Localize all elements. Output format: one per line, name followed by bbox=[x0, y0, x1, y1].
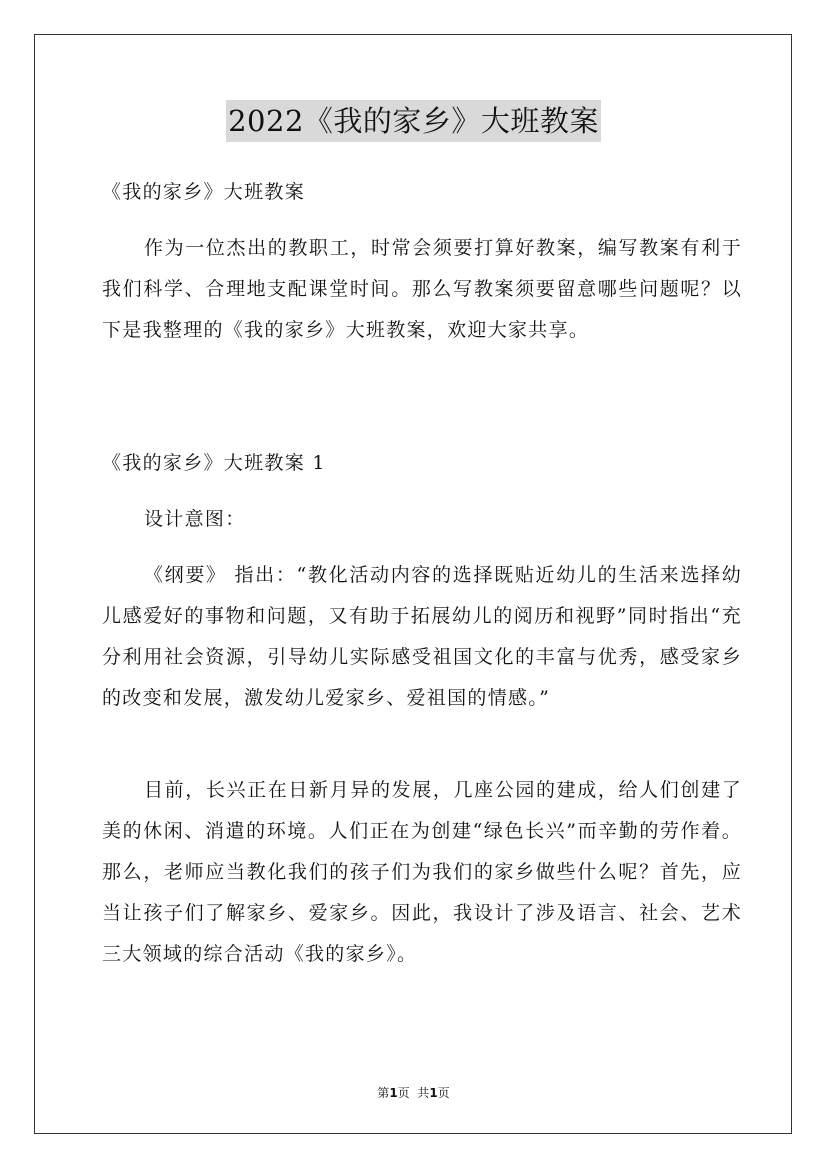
footer-page-number: 1 bbox=[389, 1086, 398, 1100]
footer-total-pages: 1 bbox=[429, 1086, 438, 1100]
footer-page-middle: 页 共 bbox=[397, 1086, 430, 1100]
document-title-wrapper bbox=[0, 100, 827, 142]
subtitle: 《我的家乡》大班教案 bbox=[102, 181, 306, 203]
paragraph-2: 目前，长兴正在日新月异的发展，几座公园的建成，给人们创建了美的休闲、消遣的环境。人们正在为创建“绿色长兴”而辛勤的劳作着。那么，老师应当教化我们的孩子们为我们的家乡做些什么呢？首先，应当让孩子们了解家乡、爱家乡。因此，我设计了涉及语言、社会、艺术三大领域的综合活动《我的家乡》。 bbox=[102, 779, 742, 965]
design-intent-label: 设计意图： bbox=[144, 508, 246, 530]
intro-paragraph: 作为一位杰出的教职工，时常会须要打算好教案，编写教案有利于我们科学、合理地支配课堂时间。那么写教案须要留意哪些问题呢？以下是我整理的《我的家乡》大班教案，欢迎大家共享。 bbox=[102, 237, 742, 341]
section-heading: 《我的家乡》大班教案 1 bbox=[102, 452, 326, 474]
footer-page-prefix: 第 bbox=[377, 1086, 390, 1100]
page-footer bbox=[0, 1085, 827, 1101]
document-title: 2022《我的家乡》大班教案 bbox=[226, 100, 601, 142]
footer-page-suffix: 页 bbox=[437, 1086, 450, 1100]
paragraph-1: 《纲要》 指出：“教化活动内容的选择既贴近幼儿的生活来选择幼儿感爱好的事物和问题，又有助于拓展幼儿的阅历和视野”同时指出“充分利用社会资源，引导幼儿实际感受祖国文化的丰富与优秀，感受家乡的改变和发展，激发幼儿爱家乡、爱祖国的情感。” bbox=[102, 564, 742, 709]
